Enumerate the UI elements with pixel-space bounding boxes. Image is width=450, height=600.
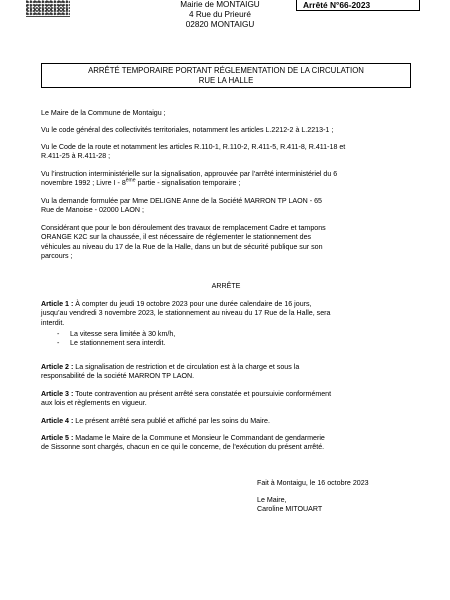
vu-demande bbox=[41, 197, 411, 216]
vu-demande-line-2: Rue de Manoise - 02000 LAON ; bbox=[41, 206, 144, 215]
signature-name: Caroline MITOUART bbox=[257, 505, 323, 513]
article-1-line-2: jusqu’au vendredi 3 novembre 2023, le stationnement au niveau du 17 Rue de la Halle, sera bbox=[41, 309, 331, 318]
article-3-line-2: aux lois et règlements en vigueur. bbox=[41, 399, 147, 408]
article-1 bbox=[41, 300, 411, 328]
article-2-text: La signalisation de restriction et de circulation est à la charge et sous la bbox=[73, 363, 300, 371]
article-5-text: Madame le Maire de la Commune et Monsieur le Commandant de gendarmerie bbox=[73, 434, 325, 442]
article-5-label: Article 5 : bbox=[41, 434, 74, 442]
mairie-street: 4 Rue du Prieuré bbox=[189, 10, 251, 19]
article-3-text: Toute contravention au présent arrêté sera constatée et poursuivie conformément bbox=[73, 390, 332, 398]
article-4 bbox=[41, 417, 411, 426]
vu-code-route bbox=[41, 143, 411, 162]
vu-code-route-line-1: Vu le Code de la route et notamment les articles R.110-1, R.110-2, R.411-5, R.411-8, R.411-18 et bbox=[41, 143, 346, 151]
mairie-name: Mairie de MONTAIGU bbox=[180, 0, 260, 9]
maire-statement: Le Maire de la Commune de Montaigu ; bbox=[41, 109, 166, 117]
superscript-eme: ème bbox=[125, 178, 136, 185]
title-line-1: ARRÊTÉ TEMPORAIRE PORTANT RÉGLEMENTATION DE LA CIRCULATION bbox=[88, 66, 364, 75]
article-1-text: À compter du jeudi 19 octobre 2023 pour une durée calendaire de 16 jours, bbox=[73, 300, 312, 308]
title-line-2: RUE LA HALLE bbox=[198, 76, 254, 85]
article-1-line-1 bbox=[41, 300, 411, 309]
vu-cgct: Vu le code général des collectivités territoriales, notamment les articles L.2212-2 à L.2213-1 ; bbox=[41, 126, 334, 134]
considerant-line-2: ORANGE K2C sur la chaussée, il est nécessaire de réglementer le stationnement des bbox=[41, 233, 312, 242]
vu-instruction-line-2 bbox=[41, 179, 411, 188]
list-item: - Le stationnement sera interdit. bbox=[57, 339, 175, 348]
vu-instruction-text: novembre 1992 ; Livre I - 8 bbox=[41, 179, 126, 188]
article-2 bbox=[41, 363, 411, 382]
arrete-number: Arrêté N°66-2023 bbox=[296, 0, 420, 11]
vu-instruction-text-end: partie - signalisation temporaire ; bbox=[135, 179, 241, 188]
article-2-line-1 bbox=[41, 363, 411, 372]
vu-code-route-line-2: R.411-25 à R.411-28 ; bbox=[41, 152, 111, 161]
considerant-line-3: véhicules au niveau du 17 de la Rue de la Halle, dans un but de sécurité publique sur son bbox=[41, 242, 323, 251]
considerant-line-1: Considérant que pour le bon déroulement des travaux de remplacement Cadre et tampons bbox=[41, 224, 326, 232]
article-1-list bbox=[57, 330, 175, 349]
article-1-label: Article 1 : bbox=[41, 300, 74, 308]
article-3-label: Article 3 : bbox=[41, 390, 74, 398]
article-5 bbox=[41, 434, 411, 453]
article-3-line-1 bbox=[41, 390, 411, 399]
list-item: - La vitesse sera limitée à 30 km/h, bbox=[57, 330, 175, 339]
municipal-logo bbox=[26, 0, 70, 17]
mairie-address bbox=[150, 0, 290, 30]
article-5-line-2: de Sissonne sont chargés, chacun en ce qui le concerne, de l’exécution du présent arrêté. bbox=[41, 443, 325, 452]
arrete-heading: ARRÊTE bbox=[211, 282, 241, 290]
considerant-line-4: parcours ; bbox=[41, 252, 73, 261]
document-title bbox=[41, 63, 411, 88]
signature-role: Le Maire, bbox=[257, 496, 287, 504]
signature-date: Fait à Montaigu, le 16 octobre 2023 bbox=[257, 479, 369, 487]
article-5-line-1 bbox=[41, 434, 411, 443]
article-3 bbox=[41, 390, 411, 409]
vu-demande-line-1: Vu la demande formulée par Mme DELIGNE Anne de la Société MARRON TP LAON - 65 bbox=[41, 197, 322, 205]
article-2-line-2: responsabilité de la société MARRON TP LAON. bbox=[41, 372, 195, 381]
mairie-city: 02820 MONTAIGU bbox=[185, 20, 255, 29]
article-1-line-3: interdit. bbox=[41, 318, 65, 327]
considerant bbox=[41, 224, 411, 262]
article-4-text: Le présent arrêté sera publié et affiché par les soins du Maire. bbox=[73, 417, 270, 425]
vu-instruction-line-1: Vu l’instruction interministérielle sur la signalisation, approuvée par l’arrêté interministériel du 6 bbox=[41, 170, 338, 178]
article-2-label: Article 2 : bbox=[41, 363, 74, 371]
vu-instruction bbox=[41, 170, 411, 189]
article-4-label: Article 4 : bbox=[41, 417, 74, 425]
